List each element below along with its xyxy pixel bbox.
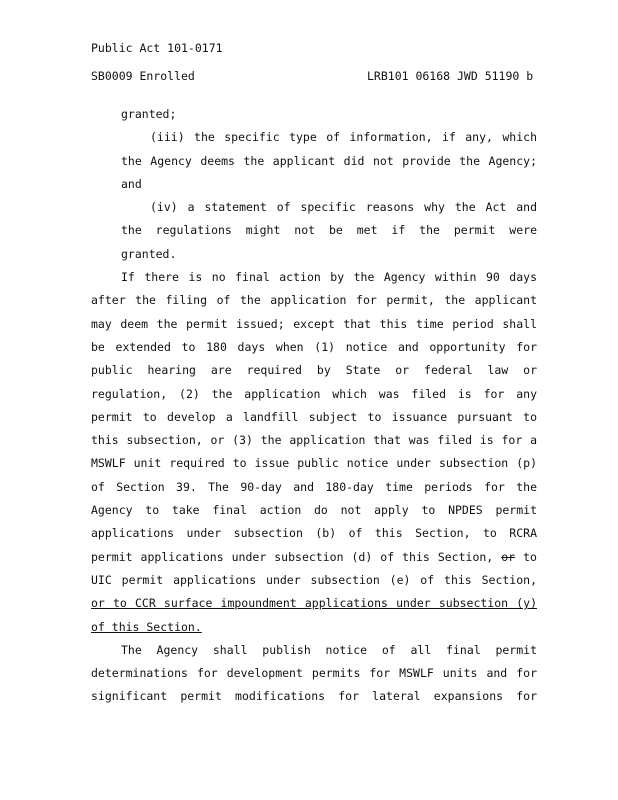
text-line: granted; [121, 107, 177, 121]
text-line-inserted [91, 616, 537, 639]
text-line: the regulations might not be met if the permit were [121, 223, 537, 238]
bill-number: SB0009 Enrolled [91, 69, 195, 83]
inserted-text: or to CCR surface impoundment applications under subsection (y) [91, 596, 537, 611]
public-act-header: Public Act 101-0171 [91, 41, 223, 55]
text-line: applications under subsection (b) of this Section, to RCRA [91, 526, 537, 541]
text-line-with-deletion [91, 546, 537, 569]
text-line: of Section 39. The 90-day and 180-day time periods for the [91, 479, 537, 494]
text-line: public hearing are required by State or federal law or [91, 363, 537, 378]
text-line: may deem the permit issued; except that this time period shall [91, 316, 537, 331]
bill-body [91, 103, 537, 709]
text-segment: permit applications under subsection (d) of this Section, [91, 549, 494, 564]
text-line: UIC permit applications under subsection (e) of this Section, [91, 572, 537, 587]
text-line: (iii) the specific type of information, if any, which [150, 130, 537, 145]
text-line: be extended to 180 days when (1) notice and opportunity for [91, 339, 537, 354]
text-line: and [121, 176, 142, 191]
text-line: this subsection, or (3) the application that was filed is for a [91, 433, 537, 448]
text-line: MSWLF unit required to issue public notice under subsection (p) [91, 456, 537, 471]
inserted-text: of this Section. [91, 619, 202, 634]
text-line-inserted [91, 592, 537, 615]
lrb-number: LRB101 06168 JWD 51190 b [367, 69, 534, 83]
text-line: granted. [121, 246, 177, 261]
text-line: after the filing of the application for permit, the applicant [91, 293, 537, 308]
text-segment: to [523, 549, 537, 564]
text-line: (iv) a statement of specific reasons why the Act and [150, 200, 537, 215]
struck-word: or [501, 549, 516, 564]
text-line: significant permit modifications for lateral expansions for [91, 689, 537, 704]
text-line: Agency to take final action do not apply to NPDES permit [91, 503, 537, 518]
text-line: If there is no final action by the Agency within 90 days [121, 270, 537, 285]
text-line: permit to develop a landfill subject to issuance pursuant to [91, 409, 537, 424]
text-line: the Agency deems the applicant did not provide the Agency; [121, 153, 537, 168]
text-line: determinations for development permits for MSWLF units and for [91, 666, 537, 681]
text-line: The Agency shall publish notice of all final permit [121, 642, 537, 657]
text-line: regulation, (2) the application which was filed is for any [91, 386, 537, 401]
